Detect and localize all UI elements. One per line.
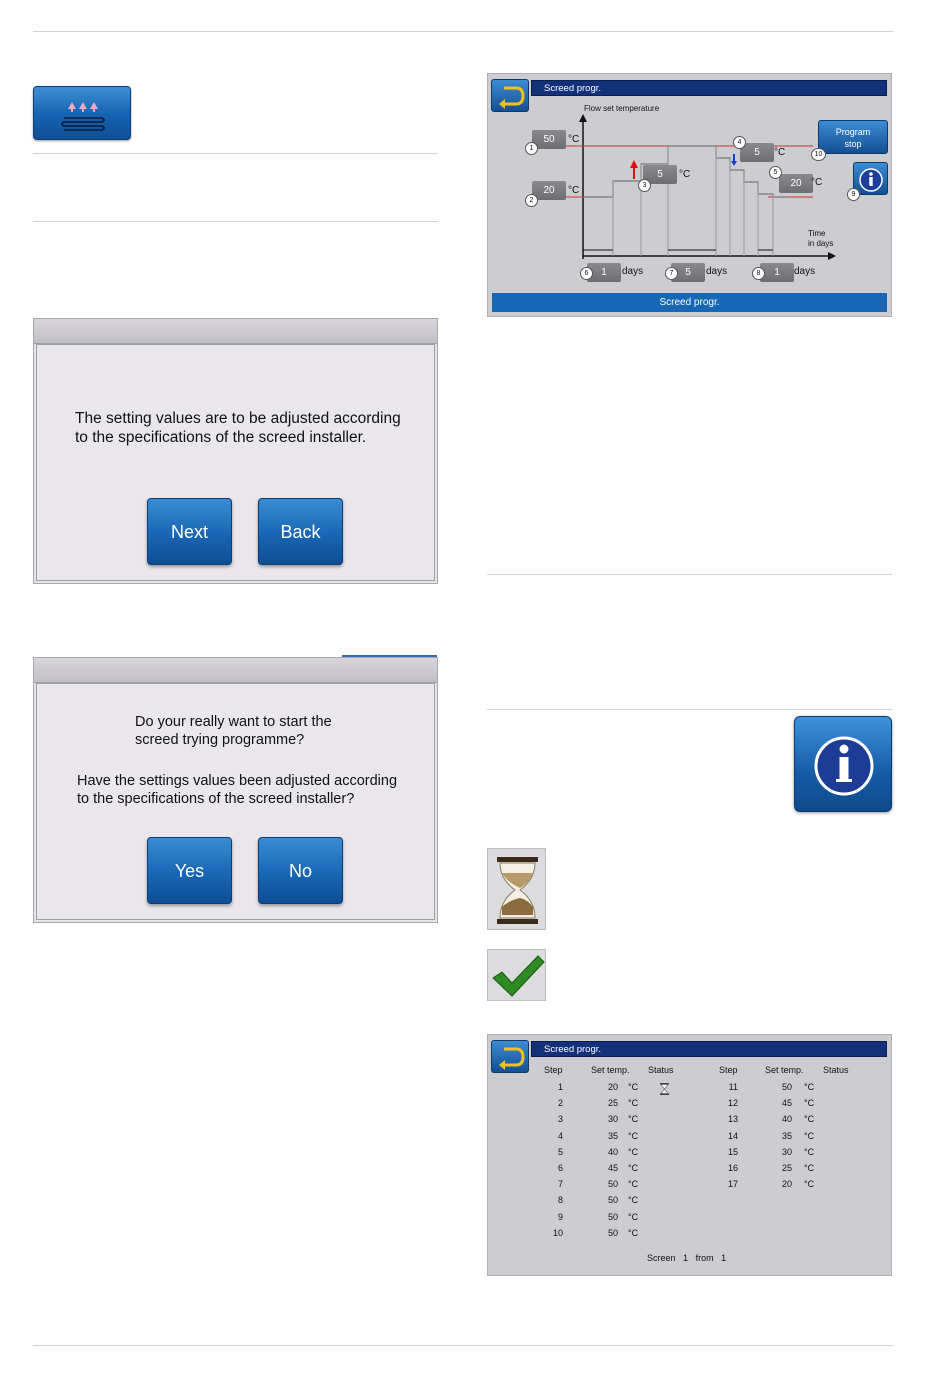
step-number: 4 [557,1130,563,1141]
dialog-body [36,683,435,920]
step-number: 1 [557,1082,563,1092]
step-number: 16 [727,1163,738,1173]
temp-unit: °C [628,1130,639,1141]
temp-unit: °C [628,1163,639,1173]
top-rule [33,31,893,32]
header-set-temp: Set temp. [765,1065,804,1075]
step-number: 6 [557,1163,563,1173]
dialog-message-line: The setting values are to be adjusted according [75,410,401,427]
underfloor-heating-button[interactable] [33,86,131,140]
table-row [488,1228,888,1242]
set-temp-value: 50 [607,1179,618,1190]
return-arrow-icon [492,1041,530,1074]
adjust-settings-dialog [33,318,438,584]
table-row [488,1131,888,1145]
unit-label: days [794,266,816,277]
set-temp-value: 30 [781,1146,792,1157]
callout-7: 7 [665,267,678,280]
set-temp-value: 25 [781,1163,792,1173]
callout-3: 3 [638,179,651,192]
dialog-question-line: screed trying programme? [135,732,305,748]
table-row [488,1082,888,1096]
checkmark-icon [488,950,547,1002]
unit-label: days [706,266,728,277]
program-stop-label: stop [844,139,862,149]
step-dividers [613,146,773,256]
info-icon [795,717,893,813]
set-temp-value: 20 [781,1179,792,1190]
temp-unit: °C [628,1179,639,1190]
set-temp-value: 50 [607,1227,618,1238]
confirm-start-dialog [33,657,438,923]
step-number: 5 [557,1146,563,1157]
screen-footer: Screed progr. [492,293,887,312]
dialog-body [36,344,435,581]
temp-unit: °C [628,1195,639,1206]
header-step: Step [719,1065,738,1075]
from-label: from [695,1253,714,1263]
program-stop-label: Program [835,127,871,137]
temp-unit: °C [628,1114,639,1125]
section-rule [33,153,438,154]
y-axis-label: Flow set temperature [584,104,660,113]
unit-label: days [622,266,644,277]
set-temp-value: 40 [781,1114,792,1125]
table-row [488,1195,888,1209]
set-temp-value: 40 [607,1146,618,1157]
unit-label: °C [774,147,786,158]
set-temp-value: 30 [607,1114,618,1125]
section-rule [487,574,892,575]
table-row [488,1098,888,1112]
set-temp-value: 45 [607,1163,618,1173]
dialog-check-line: Have the settings values been adjusted according [77,773,398,789]
set-temp-value: 25 [607,1098,618,1109]
temp-unit: °C [804,1130,815,1141]
x-axis-label-line2: in days [808,239,834,248]
screed-chart-screen [487,73,892,317]
step-number: 11 [728,1082,738,1092]
heat-up-step-field[interactable]: 5 [643,165,677,184]
temp-unit: °C [628,1211,639,1222]
step-number: 3 [557,1114,563,1125]
y-axis-arrow [579,114,587,122]
temp-unit: °C [804,1179,815,1190]
set-temp-value: 20 [607,1082,618,1092]
temp-unit: °C [804,1098,815,1109]
temp-unit: °C [628,1082,639,1092]
header-status: Status [648,1065,674,1075]
set-temp-value: 50 [781,1082,792,1092]
callout-8: 8 [752,267,765,280]
dialog-titlebar [34,319,437,344]
temp-unit: °C [804,1146,815,1157]
table-row [488,1163,888,1177]
dialog-titlebar [34,658,437,683]
info-button-large[interactable] [794,716,892,812]
step-number: 17 [727,1179,738,1190]
unit-label: °C [568,134,580,145]
temp-unit: °C [628,1098,639,1109]
next-button[interactable]: Next [147,498,232,565]
set-temp-value: 35 [607,1130,618,1141]
end-temp-field[interactable]: 20 [779,174,813,193]
x-axis-label-line1: Time [808,229,826,238]
dialog-message-line: to the specifications of the screed installer. [75,429,367,446]
section-rule [33,221,438,222]
callout-4: 4 [733,136,746,149]
callout-5: 5 [769,166,782,179]
hold-days-field[interactable]: 5 [671,263,705,282]
step-number: 10 [552,1227,563,1238]
callout-10: 10 [811,148,826,161]
screen-current: 1 [683,1253,689,1263]
step-number: 7 [557,1179,563,1190]
yes-button[interactable]: Yes [147,837,232,904]
callout-9: 9 [847,188,860,201]
checkmark-icon-tile [487,949,546,1001]
underfloor-heating-icon [34,87,132,141]
header-status: Status [823,1065,849,1075]
dialog-check-line: to the specifications of the screed installer? [77,791,355,807]
unit-label: °C [568,185,580,196]
step-number: 13 [727,1114,738,1125]
screen-total: 1 [721,1253,727,1263]
x-axis-arrow [828,252,836,260]
step-number: 12 [727,1098,738,1109]
set-temp-value: 50 [607,1211,618,1222]
cool-down-days-field[interactable]: 1 [760,263,794,282]
screen-label: Screen [647,1253,676,1263]
dialog-message [75,409,422,447]
step-number: 14 [727,1130,738,1141]
callout-2: 2 [525,194,538,207]
step-number: 9 [557,1211,563,1222]
bottom-rule [33,1345,893,1346]
heat-up-arrowhead [630,160,638,168]
unit-label: °C [811,177,823,188]
hourglass-icon [488,849,547,931]
max-temp-field[interactable]: 50 [532,130,566,149]
return-button[interactable] [491,1040,529,1073]
temp-unit: °C [628,1227,639,1238]
screen-pager [647,1253,726,1263]
table-row [488,1114,888,1128]
hourglass-icon-tile [487,848,546,930]
program-stop-button[interactable] [818,120,888,154]
callout-6: 6 [580,267,593,280]
set-temp-value: 35 [781,1130,792,1141]
back-button[interactable]: Back [258,498,343,565]
start-temp-field[interactable]: 20 [532,181,566,200]
section-rule [487,709,892,710]
step-number: 15 [727,1146,738,1157]
header-step: Step [544,1065,563,1075]
no-button[interactable]: No [258,837,343,904]
dialog-question-line: Do your really want to start the [135,714,332,730]
header-set-temp: Set temp. [591,1065,630,1075]
heat-up-days-field[interactable]: 1 [587,263,621,282]
screed-steps-screen [487,1034,892,1276]
temp-unit: °C [804,1082,815,1092]
table-row [488,1147,888,1161]
screen-title: Screed progr. [531,1041,887,1057]
callout-1: 1 [525,142,538,155]
step-number: 2 [557,1098,563,1109]
set-temp-value: 45 [781,1098,792,1109]
table-row [488,1212,888,1226]
cool-down-step-field[interactable]: 5 [740,143,774,162]
temp-unit: °C [804,1163,815,1173]
screen-title: Screed progr. [531,80,887,96]
table-row [488,1179,888,1193]
set-temp-value: 50 [607,1195,618,1206]
temp-unit: °C [804,1114,815,1125]
dialog-check [77,772,422,808]
dialog-question [135,713,422,749]
cool-down-arrowhead [731,161,737,166]
unit-label: °C [679,169,691,180]
temp-unit: °C [628,1146,639,1157]
step-number: 8 [557,1195,563,1206]
